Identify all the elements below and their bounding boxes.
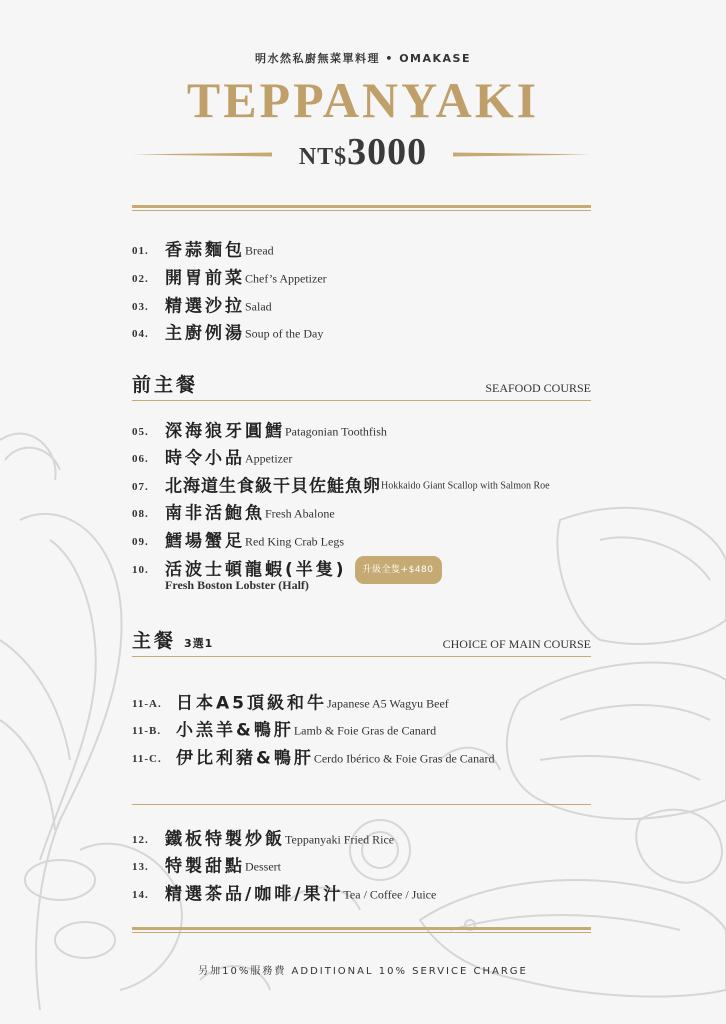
item-name-en: Hokkaido Giant Scallop with Salmon Roe [381, 480, 550, 492]
price-amount: 3000 [347, 131, 428, 173]
menu-item [132, 446, 292, 470]
menu-item [132, 854, 281, 878]
item-number: 07. [132, 480, 149, 493]
item-number: 05. [132, 425, 149, 438]
item-name-en: Red King Crab Legs [245, 534, 344, 549]
item-name-en: Fresh Abalone [265, 506, 335, 521]
item-name-zh: 特製甜點 [165, 856, 245, 877]
item-number: 14. [132, 888, 149, 901]
item-name-en: Bread [245, 243, 274, 258]
item-number: 12. [132, 833, 149, 846]
item-name-en: Lamb & Foie Gras de Canard [293, 723, 437, 738]
item-name-en: Fresh Boston Lobster (Half) [165, 578, 309, 592]
menu-item [132, 238, 274, 262]
item-name-zh: 精選沙拉 [165, 296, 245, 317]
item-name-en: Appetizer [245, 451, 293, 466]
item-number: 09. [132, 535, 149, 548]
item-name-en: Soup of the Day [245, 326, 324, 341]
item-number: 03. [132, 300, 149, 313]
menu-item [132, 882, 436, 906]
item-number: 13. [132, 860, 149, 873]
menu-item [132, 266, 327, 290]
section-title-en: CHOICE OF MAIN COURSE [442, 637, 591, 651]
item-name-zh: 精選茶品/咖啡/果汁 [165, 884, 344, 905]
menu-item [132, 529, 344, 553]
section-title-zh: 前主餐 [132, 374, 199, 396]
item-name-zh: 北海道生食級干貝佐鮭魚卵 [165, 476, 381, 497]
menu-item [132, 321, 323, 345]
item-name-zh: 伊比利豬&鴨肝 [176, 748, 314, 769]
item-name-zh: 鐵板特製炒飯 [165, 829, 285, 850]
item-number: 11-A. [132, 697, 162, 710]
menu-item [132, 691, 449, 715]
menu-item [132, 294, 272, 318]
section-title-zh-text: 主餐 [132, 630, 177, 652]
item-name-en: Dessert [245, 859, 281, 874]
section-header-seafood [132, 370, 591, 401]
item-name-zh: 主廚例湯 [165, 323, 245, 344]
menu-item [132, 746, 494, 770]
item-number: 11-B. [132, 724, 162, 737]
section-divider [132, 804, 591, 805]
section-header-main [132, 626, 591, 657]
price [0, 130, 726, 182]
service-charge-note: 另加10%服務費 ADDITIONAL 10% SERVICE CHARGE [198, 966, 528, 977]
section-title-en: SEAFOOD COURSE [485, 381, 591, 395]
item-name-zh: 時令小品 [165, 448, 245, 469]
menu-title: TEPPANYAKI [186, 72, 540, 128]
menu-item [132, 556, 442, 580]
item-name-zh: 活波士頓龍蝦(半隻) [165, 560, 347, 580]
bottom-divider [132, 927, 591, 933]
item-name-zh: 鱈場蟹足 [165, 531, 245, 552]
item-number: 08. [132, 507, 149, 520]
menu-item [132, 419, 387, 443]
item-number: 06. [132, 452, 149, 465]
item-number: 01. [132, 244, 149, 257]
menu-item [132, 827, 394, 851]
menu-item [132, 474, 550, 498]
item-name-en: Tea / Coffee / Juice [343, 887, 437, 902]
choose-note: 3選1 [184, 637, 214, 650]
section-title-zh [132, 626, 213, 653]
item-name-zh: 開胃前菜 [165, 268, 245, 289]
item-name-zh: 深海狼牙圓鱈 [165, 421, 285, 442]
menu-item [132, 501, 335, 525]
item-name-en: Salad [245, 299, 272, 314]
item-name-en: Cerdo Ibérico & Foie Gras de Canard [313, 751, 495, 766]
item-name-en: Japanese A5 Wagyu Beef [327, 696, 449, 711]
item-number: 02. [132, 272, 149, 285]
top-divider [132, 205, 591, 211]
item-number: 11-C. [132, 752, 162, 765]
item-name-zh: 南非活鮑魚 [165, 503, 265, 524]
item-name-en: Patagonian Toothfish [285, 424, 387, 439]
item-name-zh: 日本A5頂級和牛 [176, 693, 327, 714]
menu-item [132, 718, 436, 742]
item-name-en: Teppanyaki Fried Rice [285, 832, 395, 847]
item-name-zh: 香蒜麵包 [165, 240, 245, 261]
upgrade-badge: 升級全隻+$480 [355, 556, 442, 584]
price-currency: NT$ [298, 144, 348, 170]
item-number: 04. [132, 327, 149, 340]
restaurant-subtitle: 明水然私廚無菜單料理 • OMAKASE [255, 52, 471, 65]
item-name-en: Chef’s Appetizer [245, 271, 327, 286]
item-number: 10. [132, 564, 149, 576]
item-name-zh: 小羔羊&鴨肝 [176, 720, 294, 741]
